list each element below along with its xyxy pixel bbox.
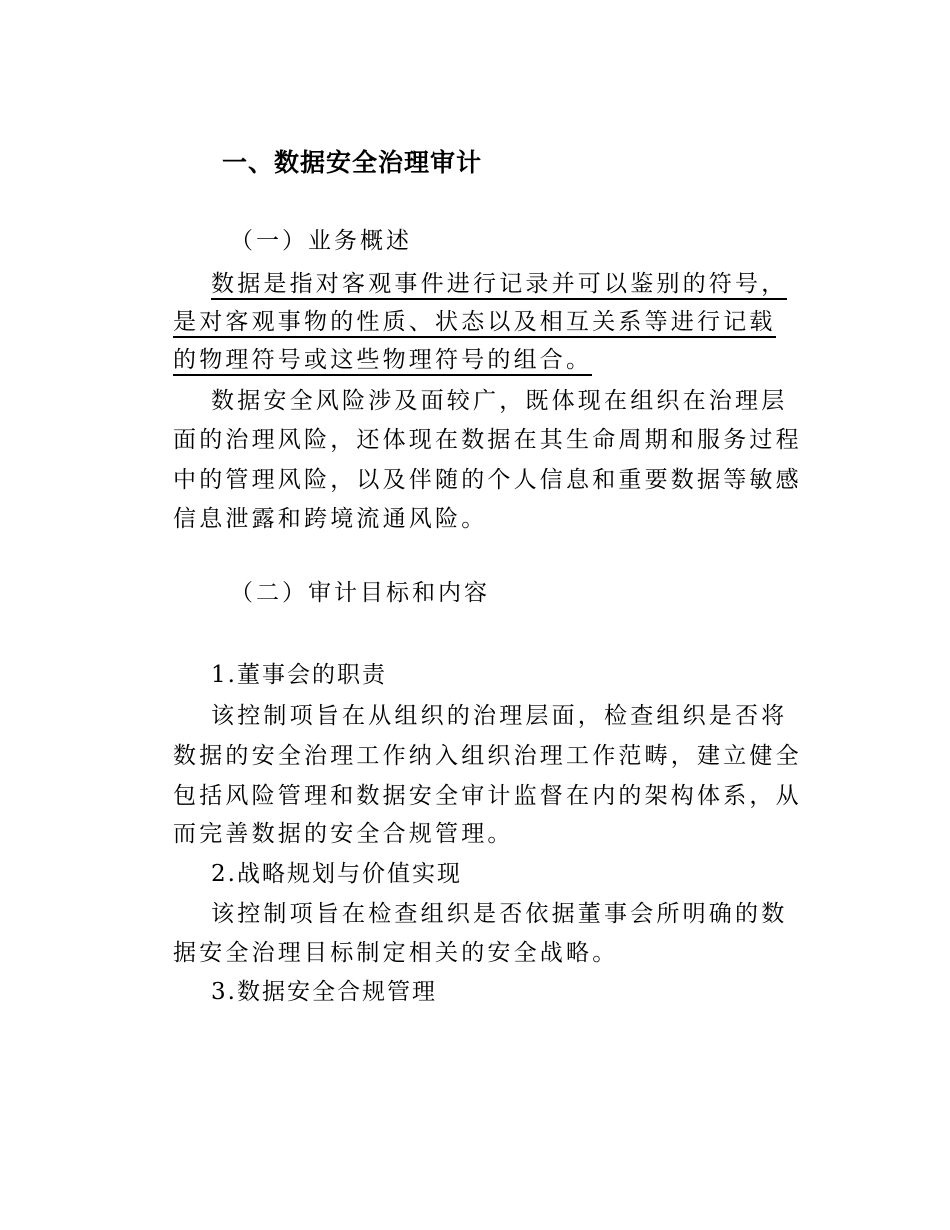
item-title: 3.数据安全合规管理 — [211, 979, 437, 1005]
underlined-text: 的物理符号或这些物理符号的组合。 — [173, 347, 592, 376]
page-title: 一、数据安全治理审计 — [222, 148, 483, 177]
paragraph-line: 中的管理风险，以及伴随的个人信息和重要数据等敏感 — [173, 467, 802, 493]
paragraph-line — [211, 265, 787, 303]
paragraph-line: 而完善数据的安全合规管理。 — [173, 821, 514, 847]
paragraph-line: 数据安全风险涉及面较广，既体现在组织在治理层 — [211, 388, 788, 414]
paragraph-line: 信息泄露和跨境流通风险。 — [173, 506, 488, 532]
paragraph-line: 包括风险管理和数据安全审计监督在内的架构体系，从 — [173, 783, 802, 809]
section-heading-objectives: （二）审计目标和内容 — [230, 580, 490, 606]
underlined-text: 是对客观事物的性质、状态以及相互关系等进行记载 — [173, 309, 776, 338]
underlined-text: 数据是指对客观事件进行记录并可以鉴别的符号， — [211, 271, 787, 300]
paragraph-line — [173, 303, 776, 341]
item-title: 2.战略规划与价值实现 — [211, 861, 462, 887]
item-title: 1.董事会的职责 — [211, 662, 387, 688]
paragraph-line: 该控制项旨在从组织的治理层面，检查组织是否将 — [211, 703, 788, 729]
paragraph-line: 该控制项旨在检查组织是否依据董事会所明确的数 — [211, 901, 788, 927]
paragraph-line — [173, 341, 592, 379]
paragraph-line: 面的治理风险，还体现在数据在其生命周期和服务过程 — [173, 427, 802, 453]
paragraph-line: 数据的安全治理工作纳入组织治理工作范畴，建立健全 — [173, 743, 802, 769]
paragraph-line: 据安全治理目标制定相关的安全战略。 — [173, 940, 619, 966]
section-heading-overview: （一）业务概述 — [230, 228, 412, 254]
